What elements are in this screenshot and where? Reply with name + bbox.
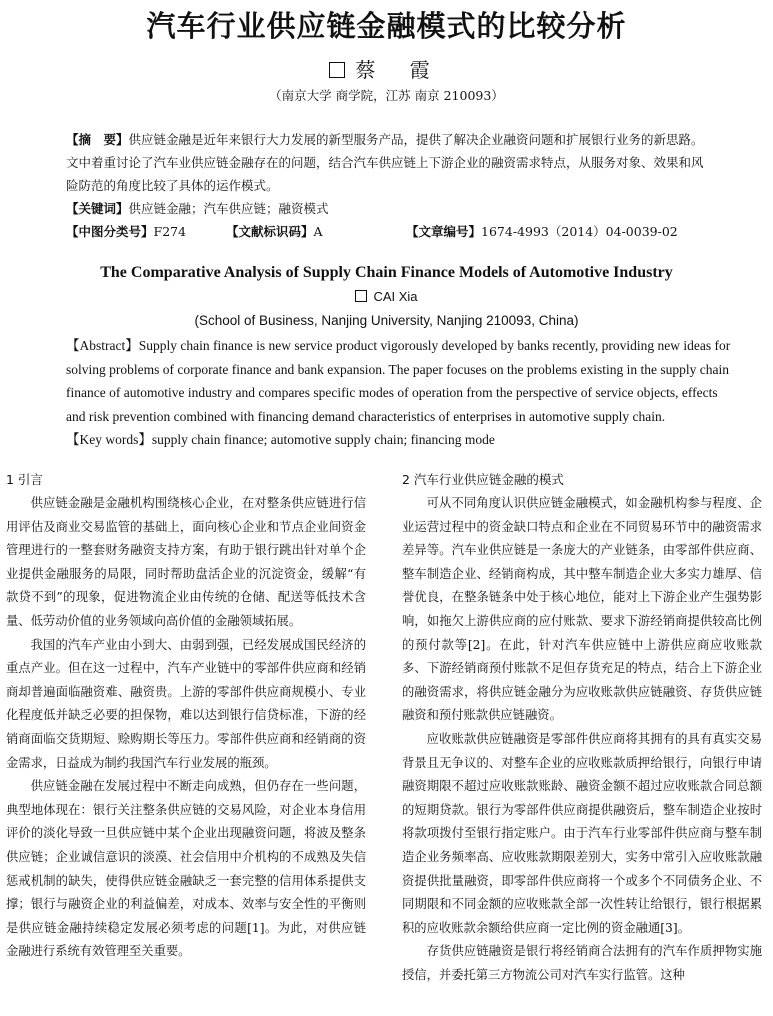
body-paragraph: 供应链金融在发展过程中不断走向成熟，但仍存在一些问题，典型地体现在：银行关注整条供应链的交易风险，对企业本身信用评价的淡化导致一旦供应链中某个企业出现融资问题，将波及整条供应链；企业诚信意识的淡漠、社会信用中介机构的不成熟及失信惩戒机制的缺失，使得供应链金融缺乏一套完整的信用体系提供支撑；银行与融资企业的利益偏差，对成本、效率与安全性的平衡则是供应链金融持续稳定发展必须考虑的问题[1]。为此，对供应链金融进行系统有效管理至关重要。 bbox=[6, 779, 366, 959]
clc-label: 【中图分类号】 bbox=[66, 224, 154, 239]
english-abstract-text: Supply chain finance is new service product vigorously developed by banks recently, providing new ideas for solving problems of corporate finance and bank expansion. The paper focuses on the problems existing in the supply chain finance of automotive industry and compares specific modes of operation from the perspective of service objects, effects and risk prevention combined with financing demand characteristics of enterprises in automotive supply chain. bbox=[66, 338, 731, 424]
author-name: 蔡 霞 bbox=[355, 58, 444, 82]
clc-value: F274 bbox=[153, 224, 187, 239]
english-abstract-paragraph bbox=[38, 334, 738, 428]
english-affiliation: (School of Business, Nanjing University, Nanjing 210093, China) bbox=[194, 313, 579, 328]
abstract-cn-paragraph bbox=[66, 128, 711, 197]
section-heading-intro: 1 引言 bbox=[6, 472, 43, 487]
english-author-marker-icon bbox=[355, 290, 367, 302]
doc-code bbox=[226, 220, 406, 243]
body-paragraph: 应收账款供应链融资是零部件供应商将其拥有的具有真实交易背景且无争议的、对整车企业的应收账款质押给银行，向银行申请融资期限不超过应收账款账龄、融资金额不超过应收账款合同总额的短期贷款。银行为零部件供应商提供融资后，整车制造企业按时将款项拨付至银行指定账户。由于汽车行业零部件供应商与整车制造企业务频率高、应收账款期限差别大，实务中常引入应收账款融资提供批量融资，即零部件供应商将一个或多个不同债务企业、不同期限和不同金额的应收账款全部一次性转让给银行，银行根据累积的应收账款余额给供应商一定比例的资金融通[3]。 bbox=[402, 731, 762, 935]
section-heading-modes: 2 汽车行业供应链金融的模式 bbox=[402, 472, 564, 487]
keywords-cn-label: 【关键词】 bbox=[66, 201, 129, 216]
doc-code-value: A bbox=[313, 224, 323, 239]
affiliation: （南京大学 商学院，江苏 南京 210093） bbox=[269, 88, 504, 103]
body-paragraph: 存货供应链融资是银行将经销商合法拥有的汽车作质押物实施授信，并委托第三方物流公司对汽车实行监管。这种 bbox=[402, 944, 762, 982]
paper-title: 汽车行业供应链金融模式的比较分析 bbox=[146, 9, 627, 43]
english-author bbox=[0, 289, 773, 304]
author-marker-icon bbox=[329, 62, 345, 78]
article-number bbox=[406, 220, 678, 243]
abstract-cn-text: 供应链金融是近年来银行大力发展的新型服务产品，提供了解决企业融资问题和扩展银行业务的新思路。文中着重讨论了汽车业供应链金融存在的问题，结合汽车供应链上下游企业的融资需求特点，从服务对象、效果和风险防范的角度比较了具体的运作模式。 bbox=[66, 132, 704, 193]
meta-row bbox=[66, 220, 711, 243]
body-paragraph: 可从不同角度认识供应链金融模式，如金融机构参与程度、企业运营过程中的资金缺口特点和企业在不同贸易环节中的融资需求差异等。汽车业供应链是一条庞大的产业链条，由零部件供应商、整车制造企业、经销商构成，其中整车制造企业大多实力雄厚、信誉优良，在整条链条中处于核心地位，能对上下游企业产生强势影响，如拖欠上游供应商的应付账款、要求下游经销商提供较高比例的预付款等[2]。在此，针对汽车供应链中上游供应商应收账款多、下游经销商预付账款不足但存货充足的特点，结合上下游企业的融资需求，将供应链金融分为应收账款供应链融资、存货供应链融资和预付账款供应链融资。 bbox=[402, 496, 762, 723]
english-keywords bbox=[38, 428, 738, 452]
body-paragraph: 我国的汽车产业由小到大、由弱到强，已经发展成国民经济的重点产业。但在这一过程中，汽车产业链中的零部件供应商和经销商却普遍面临融资难、融资贵。上游的零部件供应商规模小、专业化程度低并缺乏必要的担保物，难以达到银行信贷标准，下游的经销商面临交货期短、赊购期长等压力。零部件供应商和经销商的资金需求，日益成为制约我国汽车行业发展的瓶颈。 bbox=[6, 637, 366, 770]
doc-code-label: 【文献标识码】 bbox=[226, 224, 314, 239]
english-keywords-text: supply chain finance; automotive supply chain; financing mode bbox=[151, 432, 495, 447]
body-paragraph: 供应链金融是金融机构围绕核心企业，在对整条供应链进行信用评估及商业交易监管的基础上，面向核心企业和节点企业间资金管理进行的一整套财务融资支持方案，有助于银行跳出针对单个企业提供金融服务的局限，同时帮助盘活企业的沉淀资金，缓解“有款贷不到”的现象，促进物流企业由传统的仓储、配送等低技术含量、低劳动价值的业务领域向高价值的金融领域拓展。 bbox=[6, 496, 366, 628]
english-keywords-label: 【Key words】 bbox=[66, 432, 152, 447]
author bbox=[0, 54, 773, 83]
abstract-cn-label: 【摘 要】 bbox=[66, 132, 129, 147]
english-title: The Comparative Analysis of Supply Chain Finance Models of Automotive Industry bbox=[100, 264, 673, 281]
article-number-label: 【文章编号】 bbox=[406, 224, 482, 239]
abstract-cn bbox=[66, 128, 711, 243]
right-column bbox=[402, 470, 762, 987]
keywords-cn-text: 供应链金融；汽车供应链；融资模式 bbox=[128, 201, 329, 216]
clc bbox=[66, 220, 226, 243]
english-author-name: CAI Xia bbox=[373, 289, 418, 304]
english-abstract bbox=[38, 334, 738, 452]
article-number-value: 1674-4993（2014）04-0039-02 bbox=[481, 224, 678, 239]
left-column bbox=[6, 470, 366, 964]
keywords-cn bbox=[66, 197, 711, 220]
english-abstract-label: 【Abstract】 bbox=[66, 338, 139, 353]
